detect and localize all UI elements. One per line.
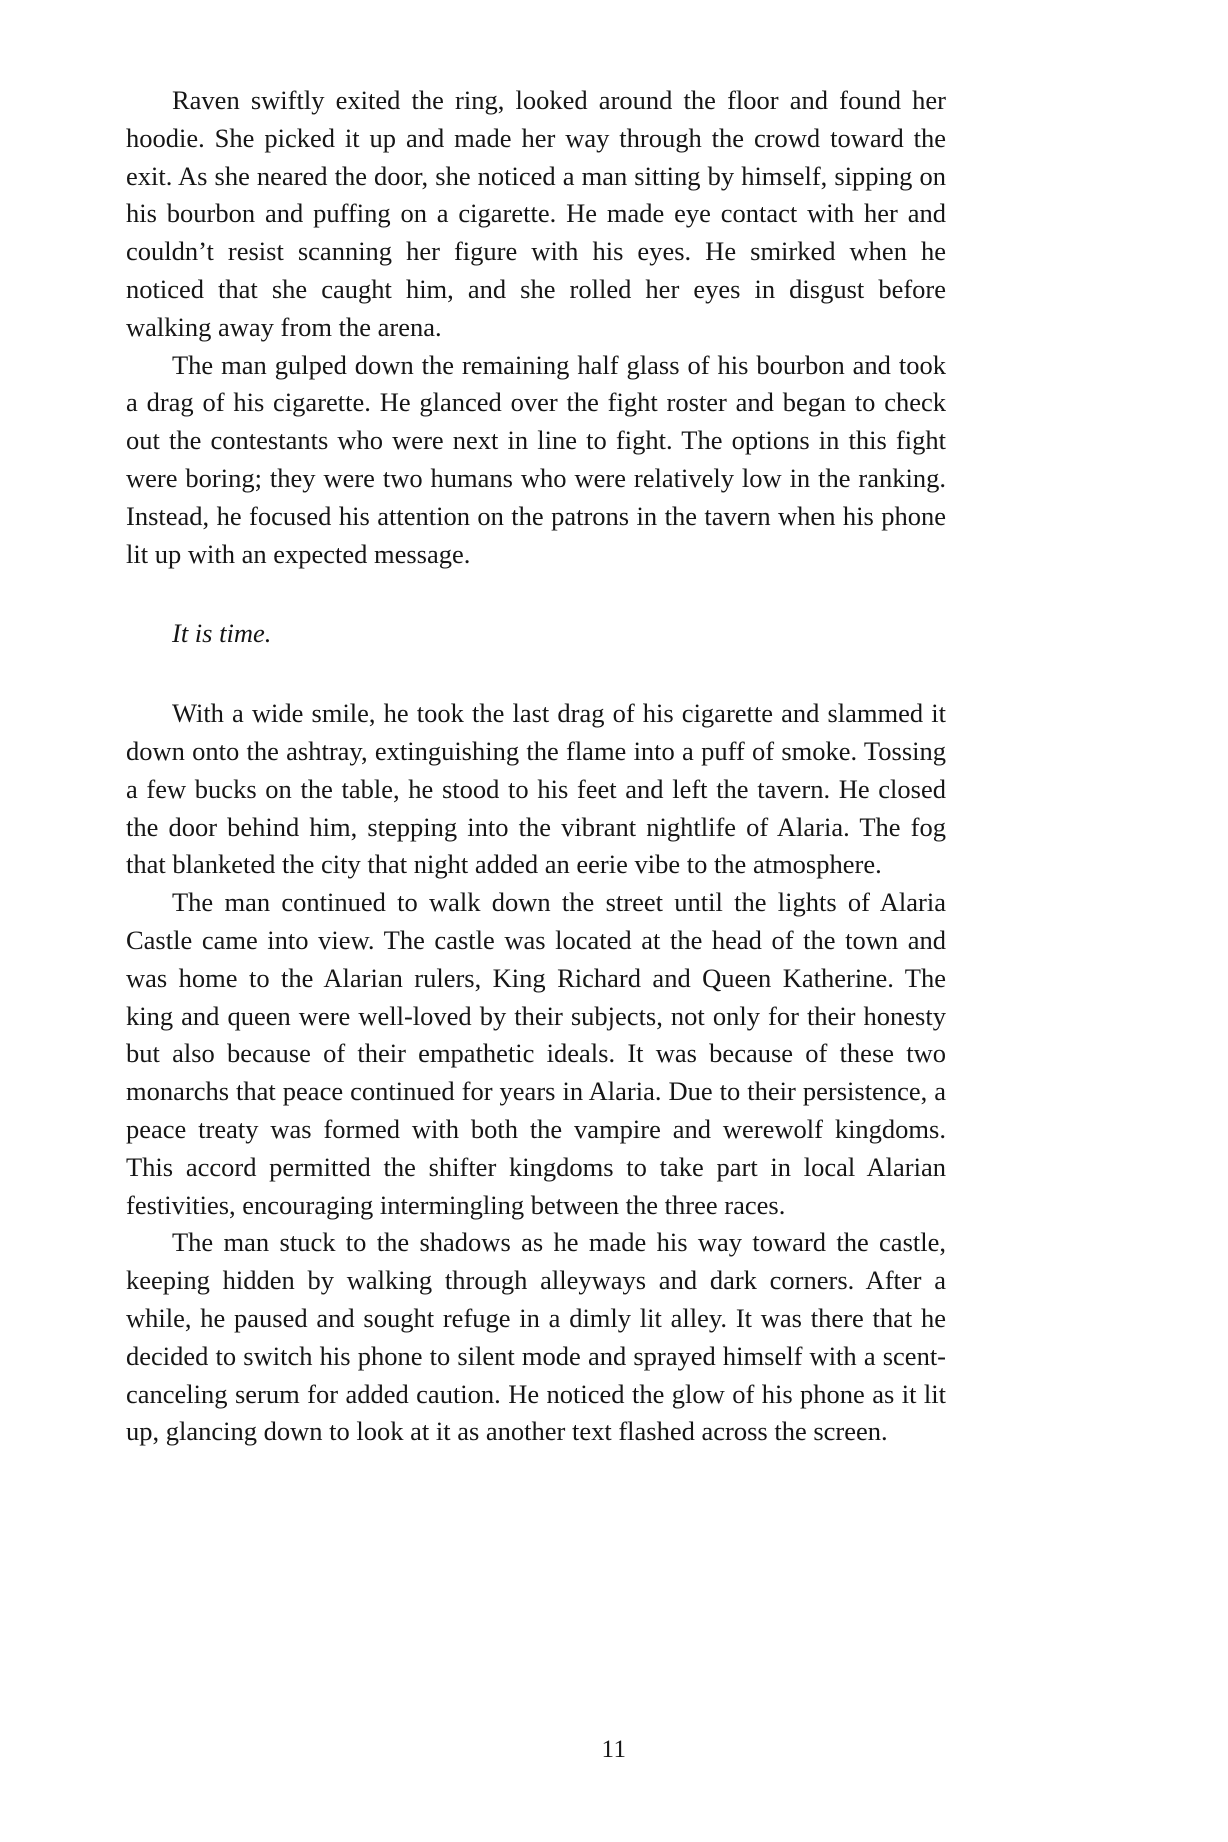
paragraph-spacer: [126, 573, 946, 615]
page-number: 11: [601, 1736, 627, 1763]
paragraph-spacer: [126, 653, 946, 695]
body-paragraph: The man stuck to the shadows as he made his way toward the castle, keeping hidden by walking through alleyways and dark corners. After a while, he paused and sought refuge in a dimly lit alley. It was there that he decided to switch his phone to silent mode and sprayed himself with a scent-canceling serum for added caution. He noticed the glow of his phone as it lit up, glancing down to look at it as another text flashed across the screen.: [126, 1227, 946, 1447]
body-paragraph: The man gulped down the remaining half glass of his bourbon and took a drag of his cigarette. He glanced over the fight roster and began to check out the contestants who were next in line to fight. The options in this fight were boring; they were two humans who were relatively low in the ranking. Instead, he focused his attention on the patrons in the tavern when his phone lit up with an expected message.: [126, 349, 946, 569]
page-text-block: [126, 82, 946, 1451]
body-paragraph: With a wide smile, he took the last drag of his cigarette and slammed it down onto the ashtray, extinguishing the flame into a puff of smoke. Tossing a few bucks on the table, he stood to his feet and left the tavern. He closed the door behind him, stepping into the vibrant nightlife of Alaria. The fog that blanketed the city that night added an eerie vibe to the atmosphere.: [126, 698, 946, 880]
italic-message-line: It is time.: [172, 618, 272, 649]
body-paragraph: Raven swiftly exited the ring, looked around the floor and found her hoodie. She picked it up and made her way through the crowd toward the exit. As she neared the door, she noticed a man sitting by himself, sipping on his bourbon and puffing on a cigarette. He made eye contact with her and couldn’t resist scanning her figure with his eyes. He smirked when he noticed that she caught him, and she rolled her eyes in disgust before walking away from the arena.: [126, 85, 946, 342]
body-paragraph: The man continued to walk down the street until the lights of Alaria Castle came into view. The castle was located at the head of the town and was home to the Alarian rulers, King Richard and Queen Katherine. The king and queen were well-loved by their subjects, not only for their honesty but also because of their empathetic ideals. It was because of these two monarchs that peace continued for years in Alaria. Due to their persistence, a peace treaty was formed with both the vampire and werewolf kingdoms. This accord permitted the shifter kingdoms to take part in local Alarian festivities, encouraging intermingling between the three races.: [126, 887, 946, 1220]
